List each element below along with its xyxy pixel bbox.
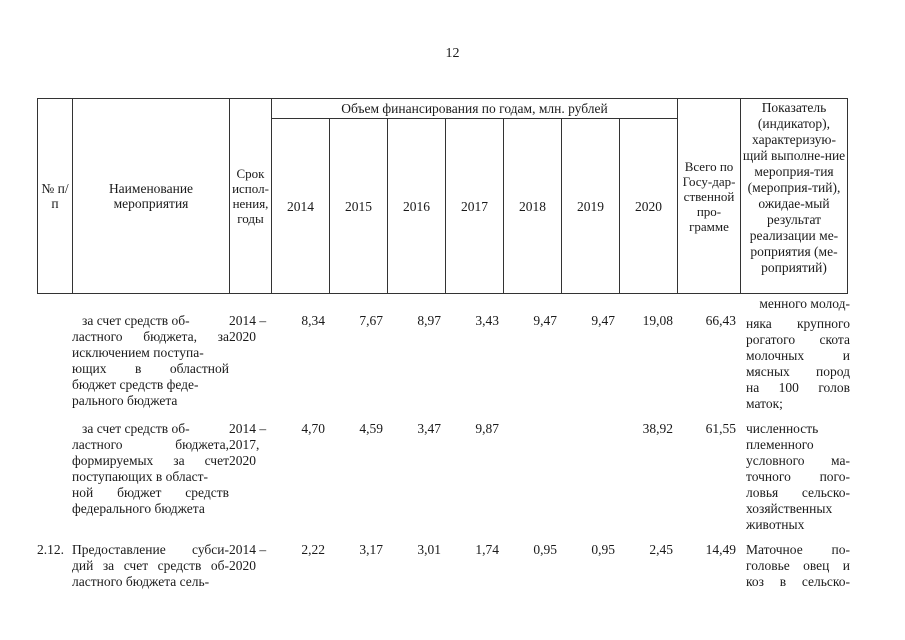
header-year: 2019 <box>562 119 620 294</box>
row-name-line: дий за счет средств об- <box>72 558 229 573</box>
header-term: Срок испол-нения, годы <box>230 99 272 294</box>
row-name-line: федерального бюджета <box>72 501 205 516</box>
row-value-2014: 4,70 <box>301 421 325 436</box>
indicator-line: няка крупного <box>746 316 850 331</box>
row-value-2016: 3,47 <box>417 421 441 436</box>
row-number: 2.12. <box>37 542 64 557</box>
header-year: 2020 <box>620 119 678 294</box>
header-total: Всего по Госу-дар-ственной про-грамме <box>678 99 741 294</box>
header-year: 2017 <box>446 119 504 294</box>
row-name-line: поступающих в област- <box>72 469 208 484</box>
row-value-2020: 2,45 <box>649 542 673 557</box>
row-name-line: формируемых за счет <box>72 453 229 468</box>
indicator-line: коз в сельско- <box>746 574 850 589</box>
row-value-2014: 2,22 <box>301 542 325 557</box>
row-name-line: ластного бюджета сель- <box>72 574 210 589</box>
row-name-line: за счет средств об- <box>82 421 190 436</box>
header-year: 2016 <box>388 119 446 294</box>
row-value-2015: 7,67 <box>359 313 383 328</box>
indicator-line: на 100 голов <box>746 380 850 395</box>
indicator-line: Маточное по- <box>746 542 850 557</box>
row-value-2014: 8,34 <box>301 313 325 328</box>
indicator-line: численность <box>746 421 819 436</box>
row-value-2020: 38,92 <box>642 421 673 436</box>
row-name-line: исключением поступа- <box>72 345 204 360</box>
row-value-2015: 4,59 <box>359 421 383 436</box>
row-term-line: 2020 <box>229 558 256 573</box>
row-total: 14,49 <box>705 542 736 557</box>
page-number: 12 <box>445 46 460 61</box>
row-name-line: ластного бюджета, <box>72 437 229 452</box>
header-year: 2015 <box>330 119 388 294</box>
header-funding: Объем финансирования по годам, млн. рублей <box>272 99 678 119</box>
row-term-line: 2017, <box>229 437 260 452</box>
row-total: 66,43 <box>705 313 736 328</box>
row-value-2019: 0,95 <box>591 542 615 557</box>
indicator-line: маток; <box>746 396 783 411</box>
row-name-line: за счет средств об- <box>82 313 190 328</box>
row-value-2016: 8,97 <box>417 313 441 328</box>
row-total: 61,55 <box>705 421 736 436</box>
indicator-line: хозяйственных <box>746 501 833 516</box>
header-name: Наименование мероприятия <box>73 99 230 294</box>
indicator-line: рогатого скота <box>746 332 850 347</box>
row-term-line: 2020 <box>229 329 256 344</box>
row-value-2016: 3,01 <box>417 542 441 557</box>
row-value-2017: 9,87 <box>475 421 499 436</box>
indicator-line: молочных и <box>746 348 850 363</box>
row-value-2018: 9,47 <box>533 313 557 328</box>
header-year: 2018 <box>504 119 562 294</box>
row-name-line: ластного бюджета, за <box>72 329 229 344</box>
row-name-line: рального бюджета <box>72 393 178 408</box>
row-value-2015: 3,17 <box>359 542 383 557</box>
indicator-line: мясных пород <box>746 364 850 379</box>
indicator-line: животных <box>746 517 805 532</box>
row-term-line: 2020 <box>229 453 256 468</box>
row-term-line: 2014 – <box>229 542 267 557</box>
indicator-line: точного пого- <box>746 469 850 484</box>
row-name-line: Предоставление субси- <box>72 542 229 557</box>
indicator-line: менного молод- <box>759 296 850 311</box>
indicator-line: ловья сельско- <box>746 485 850 500</box>
row-name-line: бюджет средств феде- <box>72 377 199 392</box>
row-name-line: ной бюджет средств <box>72 485 229 500</box>
row-value-2017: 1,74 <box>475 542 499 557</box>
row-value-2019: 9,47 <box>591 313 615 328</box>
row-value-2020: 19,08 <box>642 313 673 328</box>
row-name-line: ющих в областной <box>72 361 229 376</box>
header-indicator: Показатель (индикатор), характеризую-щий выполне-ние мероприя-тия (мероприя-тий), ожидае-мый результат реализации ме-роприятия (ме-роприятий) <box>741 99 848 294</box>
row-value-2018: 0,95 <box>533 542 557 557</box>
row-value-2017: 3,43 <box>475 313 499 328</box>
row-term-line: 2014 – <box>229 313 267 328</box>
indicator-line: племенного <box>746 437 814 452</box>
indicator-line: головье овец и <box>746 558 850 573</box>
table-header <box>37 98 848 294</box>
indicator-line: условного ма- <box>746 453 850 468</box>
header-number: № п/п <box>38 99 73 294</box>
row-term-line: 2014 – <box>229 421 267 436</box>
header-year: 2014 <box>272 119 330 294</box>
